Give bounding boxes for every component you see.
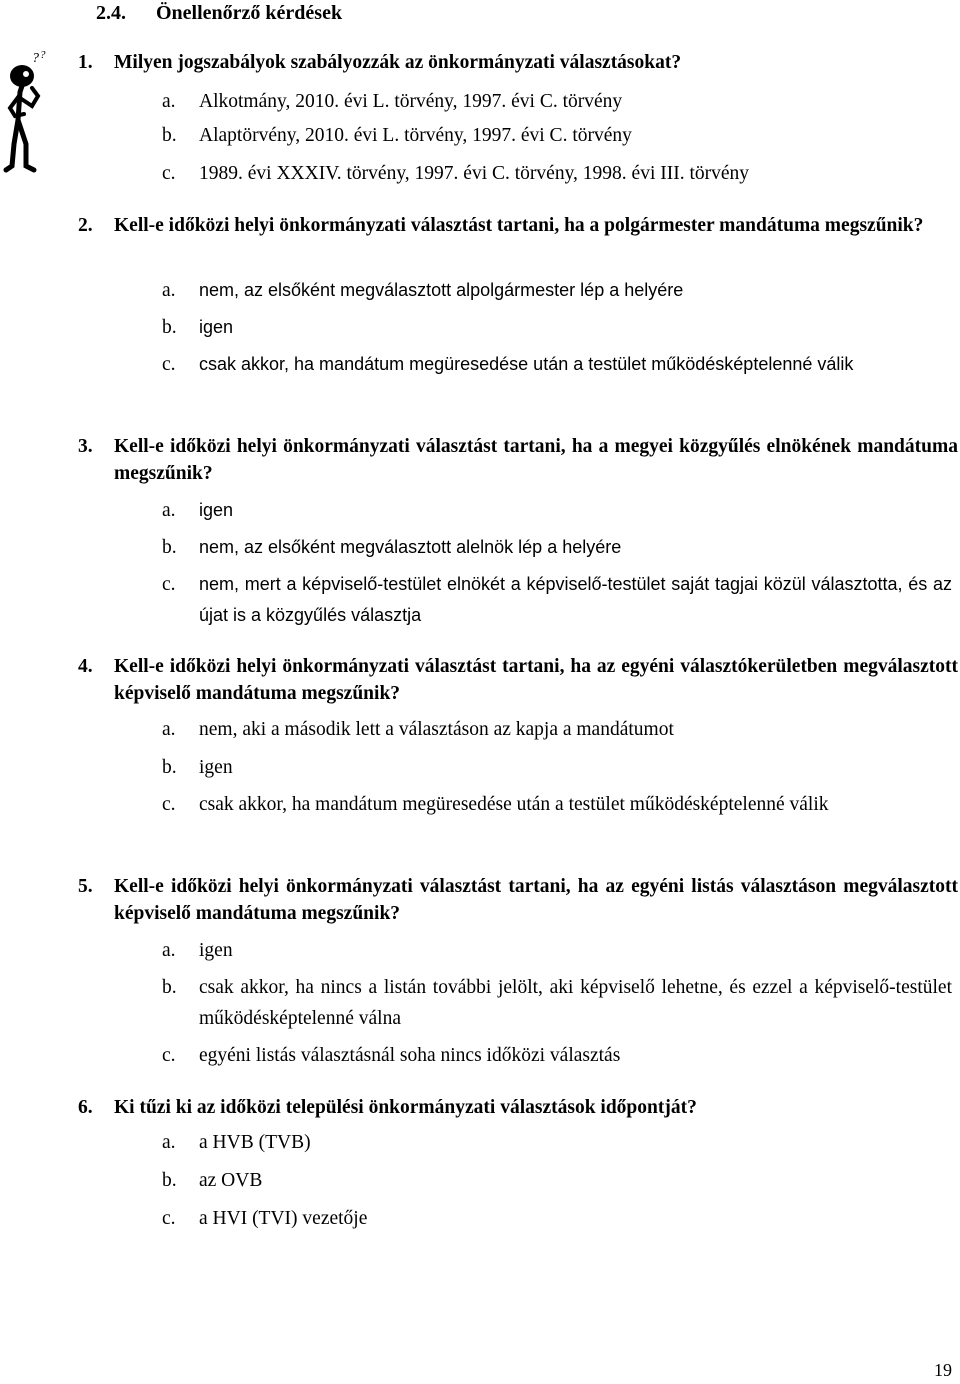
question-1 xyxy=(78,49,958,76)
option-letter: b. xyxy=(162,1170,177,1191)
question-text: Milyen jogszabályok szabályozzák az önkormányzati választásokat? xyxy=(114,52,682,73)
answer-option xyxy=(162,789,952,820)
svg-text:?: ? xyxy=(32,51,39,66)
question-6 xyxy=(78,1094,958,1121)
answer-option xyxy=(162,86,952,117)
option-text: az OVB xyxy=(199,1170,263,1191)
option-letter: a. xyxy=(162,719,176,740)
answer-option xyxy=(162,532,952,563)
option-letter: a. xyxy=(162,91,176,112)
question-text: Kell-e időközi helyi önkormányzati választást tartani, ha az egyéni listás választáson megválasztott képviselő mandátuma megszűnik? xyxy=(114,876,958,924)
option-letter: c. xyxy=(162,1208,176,1229)
option-letter: b. xyxy=(162,125,177,146)
question-number: 5. xyxy=(78,876,93,897)
option-letter: a. xyxy=(162,1132,176,1153)
option-text: csak akkor, ha mandátum megüresedése után a testület működésképtelenné válik xyxy=(199,354,854,374)
option-text: nem, mert a képviselő-testület elnökét a képviselő-testület saját tagjai közül választotta, és az újat is a közgyűlés választja xyxy=(199,574,952,625)
option-text: nem, az elsőként megválasztott alpolgármester lép a helyére xyxy=(199,280,684,300)
option-text: igen xyxy=(199,940,233,961)
answer-option xyxy=(162,972,952,1034)
answer-option xyxy=(162,158,952,189)
option-text: Alkotmány, 2010. évi L. törvény, 1997. évi C. törvény xyxy=(199,91,623,112)
option-letter: b. xyxy=(162,757,177,778)
option-text: nem, az elsőként megválasztott alelnök lép a helyére xyxy=(199,537,622,557)
option-letter: a. xyxy=(162,500,176,521)
question-number: 3. xyxy=(78,436,93,457)
option-letter: c. xyxy=(162,794,176,815)
question-2 xyxy=(78,212,958,239)
question-number: 4. xyxy=(78,656,93,677)
question-text: Kell-e időközi helyi önkormányzati választást tartani, ha az egyéni választókerületben megválasztott képviselő mandátuma megszűnik? xyxy=(114,656,958,704)
answer-option xyxy=(162,120,952,151)
question-text: Ki tűzi ki az időközi települési önkormányzati választások időpontját? xyxy=(114,1097,697,1118)
question-text: Kell-e időközi helyi önkormányzati választást tartani, ha a polgármester mandátuma megszűnik? xyxy=(114,215,924,236)
option-letter: c. xyxy=(162,163,176,184)
answer-option xyxy=(162,1127,952,1158)
answer-option xyxy=(162,312,952,343)
answer-option xyxy=(162,1203,952,1234)
option-letter: b. xyxy=(162,537,177,558)
section-heading xyxy=(96,2,342,25)
option-text: csak akkor, ha nincs a listán további jelölt, aki képviselő lehetne, és ezzel a képviselő-testület működésképtelenné válna xyxy=(199,977,952,1029)
answer-option xyxy=(162,1165,952,1196)
answer-option xyxy=(162,275,952,306)
answer-option xyxy=(162,495,952,526)
question-4 xyxy=(78,653,958,707)
option-text: egyéni listás választásnál soha nincs időközi választás xyxy=(199,1045,621,1066)
option-text: igen xyxy=(199,757,233,778)
option-text: 1989. évi XXXIV. törvény, 1997. évi C. törvény, 1998. évi III. törvény xyxy=(199,163,750,184)
answer-option xyxy=(162,569,952,631)
section-title: Önellenőrző kérdések xyxy=(156,2,343,24)
question-number: 6. xyxy=(78,1097,93,1118)
option-letter: c. xyxy=(162,354,176,375)
option-letter: c. xyxy=(162,1045,176,1066)
option-letter: a. xyxy=(162,940,176,961)
option-letter: c. xyxy=(162,574,176,595)
page-number: 19 xyxy=(934,1360,952,1380)
question-5 xyxy=(78,873,958,927)
question-number: 1. xyxy=(78,52,93,73)
answer-option xyxy=(162,752,952,783)
section-number: 2.4. xyxy=(96,2,126,24)
thinking-stick-figure-icon xyxy=(2,48,54,178)
answer-option xyxy=(162,714,952,745)
option-text: igen xyxy=(199,317,234,337)
question-3 xyxy=(78,433,958,487)
option-text: a HVI (TVI) vezetője xyxy=(199,1208,368,1229)
question-text: Kell-e időközi helyi önkormányzati választást tartani, ha a megyei közgyűlés elnökének mandátuma megszűnik? xyxy=(114,436,958,484)
option-text: Alaptörvény, 2010. évi L. törvény, 1997. évi C. törvény xyxy=(199,125,632,146)
option-text: igen xyxy=(199,500,234,520)
option-letter: a. xyxy=(162,280,176,301)
answer-option xyxy=(162,1040,952,1071)
option-text: csak akkor, ha mandátum megüresedése után a testület működésképtelenné válik xyxy=(199,794,829,815)
option-text: a HVB (TVB) xyxy=(199,1132,311,1153)
svg-text:?: ? xyxy=(40,49,46,61)
option-letter: b. xyxy=(162,977,177,998)
question-number: 2. xyxy=(78,215,93,236)
option-text: nem, aki a második lett a választáson az kapja a mandátumot xyxy=(199,719,674,740)
option-letter: b. xyxy=(162,317,177,338)
answer-option xyxy=(162,935,952,966)
answer-option xyxy=(162,349,952,380)
